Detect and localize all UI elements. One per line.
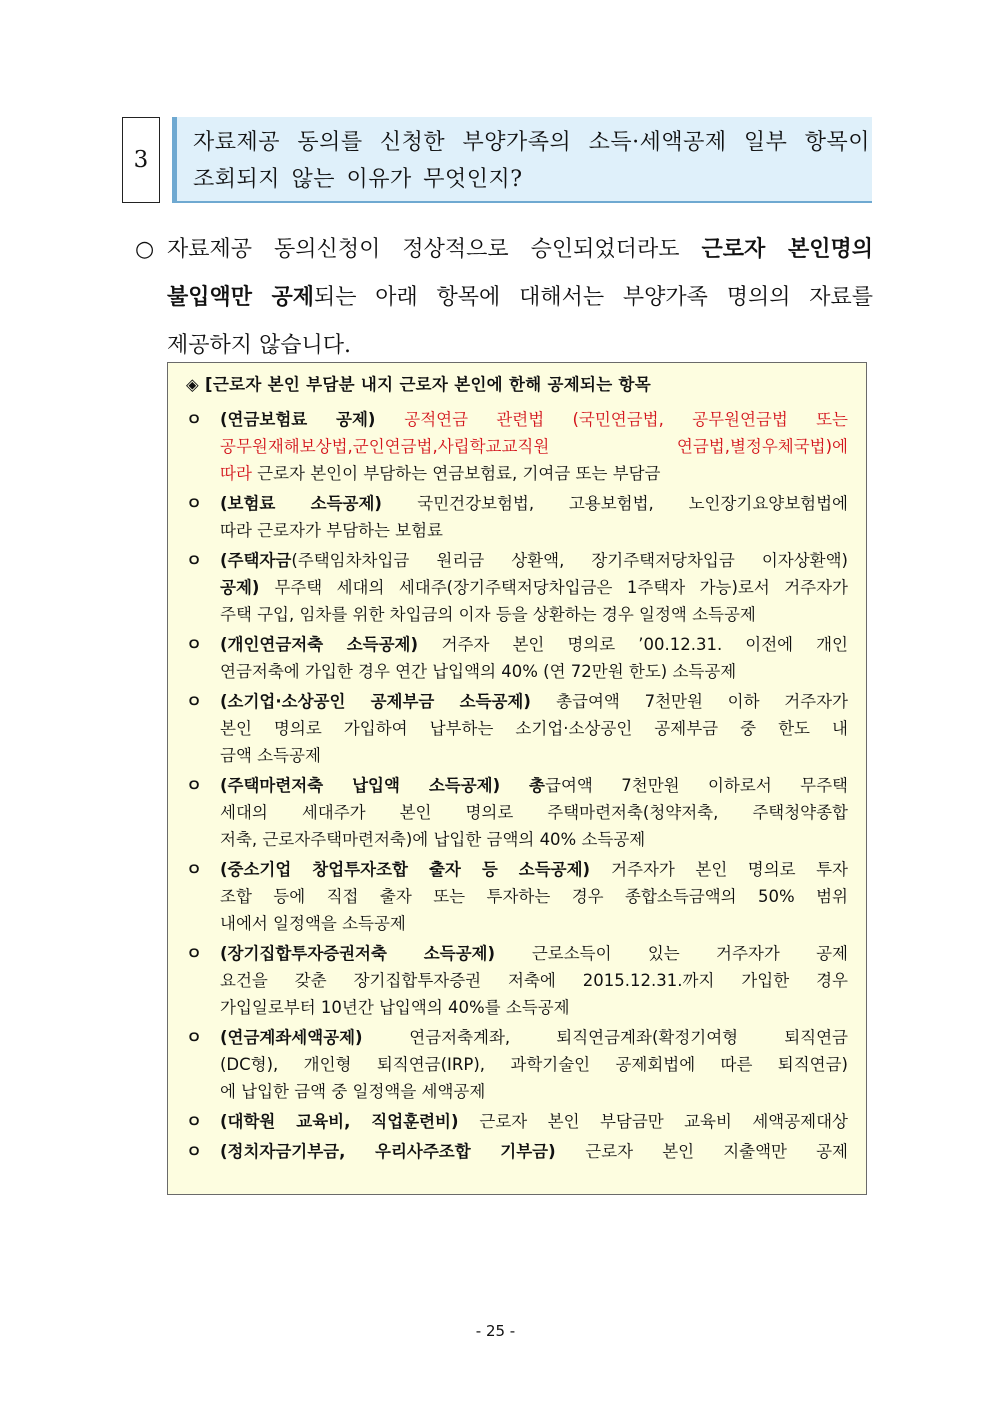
bullet: ㅇ xyxy=(186,410,202,429)
list-item: ㅇ (정치자금기부금, 우리사주조합 기부금) 근로자 본인 지출액만 공제 xyxy=(186,1138,848,1165)
list-item: ㅇ (장기집합투자증권저축 소득공제) 근로소득이 있는 거주자가 공제 요건을 갖춘 장기집합투자증권 저축에 2015.12.31.까지 가입한 경우 가입일로부터 10년간 납입액의 40%를 소득공제 xyxy=(186,940,848,1021)
question-number: 3 xyxy=(122,117,160,203)
list-item: ㅇ (개인연금저축 소득공제) 거주자 본인 명의로 ’00.12.31. 이전에 개인 연금저축에 가입한 경우 연간 납입액의 40% (연 72만원 한도) 소득공제 xyxy=(186,631,848,685)
emphasis-text: 근로자 본인명의 xyxy=(701,237,873,262)
deduction-items-box xyxy=(167,362,867,1195)
bullet: ㅇ xyxy=(186,1112,202,1131)
bullet: ㅇ xyxy=(186,551,202,570)
list-item: ㅇ (중소기업 창업투자조합 출자 등 소득공제) 거주자가 본인 명의로 투자 조합 등에 직접 출자 또는 투자하는 경우 종합소득금액의 50% 범위 내에서 일정액을 소득공제 xyxy=(186,856,848,937)
answer-paragraph xyxy=(135,226,873,370)
bullet: ㅇ xyxy=(186,1028,202,1047)
list-item: ㅇ (주택마련저축 납입액 소득공제) 총급여액 7천만원 이하로서 무주택 세대의 세대주가 본인 명의로 주택마련저축(청약저축, 주택청약종합 저축, 근로자주택마련저축)에 납입한 금액의 40% 소득공제 xyxy=(186,772,848,853)
bullet: ㅇ xyxy=(186,1142,202,1161)
question-line-2: 조회되지 않는 이유가 무엇인지? xyxy=(193,167,523,192)
bullet: ㅇ xyxy=(186,860,202,879)
answer-line-3: 제공하지 않습니다. xyxy=(167,333,352,358)
bullet: ㅇ xyxy=(186,944,202,963)
bullet: ㅇ xyxy=(186,692,202,711)
bullet: ㅇ xyxy=(186,776,202,795)
bullet-circle: ○ xyxy=(135,237,155,262)
box-heading: ◈ [근로자 본인 부담분 내지 근로자 본인에 한해 공제되는 항목 xyxy=(186,375,651,394)
question-title-box xyxy=(172,117,872,203)
answer-line-2: 불입액만 공제되는 아래 항목에 대해서는 부양가족 명의의 자료를 xyxy=(167,285,873,310)
bullet: ㅇ xyxy=(186,494,202,513)
emphasis-text: 불입액만 공제 xyxy=(167,285,314,310)
list-item: ㅇ (대학원 교육비, 직업훈련비) 근로자 본인 부담금만 교육비 세액공제대상 xyxy=(186,1108,848,1135)
bullet: ㅇ xyxy=(186,635,202,654)
answer-line-1: ○ 자료제공 동의신청이 정상적으로 승인되었더라도 근로자 본인명의 xyxy=(135,226,873,274)
page-number: - 25 - xyxy=(475,1322,516,1340)
list-item: ㅇ (보험료 소득공제) 국민건강보험법, 고용보험법, 노인장기요양보험법에 따라 근로자가 부담하는 보험료 xyxy=(186,490,848,544)
question-line-1: 자료제공 동의를 신청한 부양가족의 소득·세액공제 일부 항목이 xyxy=(193,130,870,155)
list-item: ㅇ (연금보험료 공제) 공적연금 관련법 (국민연금법, 공무원연금법 또는 공무원재해보상법,군인연금법,사립학교교직원 연금법,별정우체국법)에 따라 근로자 본인이 부담하는 연금보험료, 기여금 또는 부담금 xyxy=(186,406,848,487)
list-item: ㅇ (연금계좌세액공제) 연금저축계좌, 퇴직연금계좌(확정기여형 퇴직연금 (DC형), 개인형 퇴직연금(IRP), 과학기술인 공제회법에 따른 퇴직연금) 에 납입한 금액 중 일정액을 세액공제 xyxy=(186,1024,848,1105)
list-item: ㅇ (주택자금(주택임차차입금 원리금 상환액, 장기주택저당차입금 이자상환액) 공제) 무주택 세대의 세대주(장기주택저당차입금은 1주택자 가능)로서 거주자가 주택 구입, 임차를 위한 차입금의 이자 등을 상환하는 경우 일정액 소득공제 xyxy=(186,547,848,628)
list-item: ㅇ (소기업·소상공인 공제부금 소득공제) 총급여액 7천만원 이하 거주자가 본인 명의로 가입하여 납부하는 소기업·소상공인 공제부금 중 한도 내 금액 소득공제 xyxy=(186,688,848,769)
